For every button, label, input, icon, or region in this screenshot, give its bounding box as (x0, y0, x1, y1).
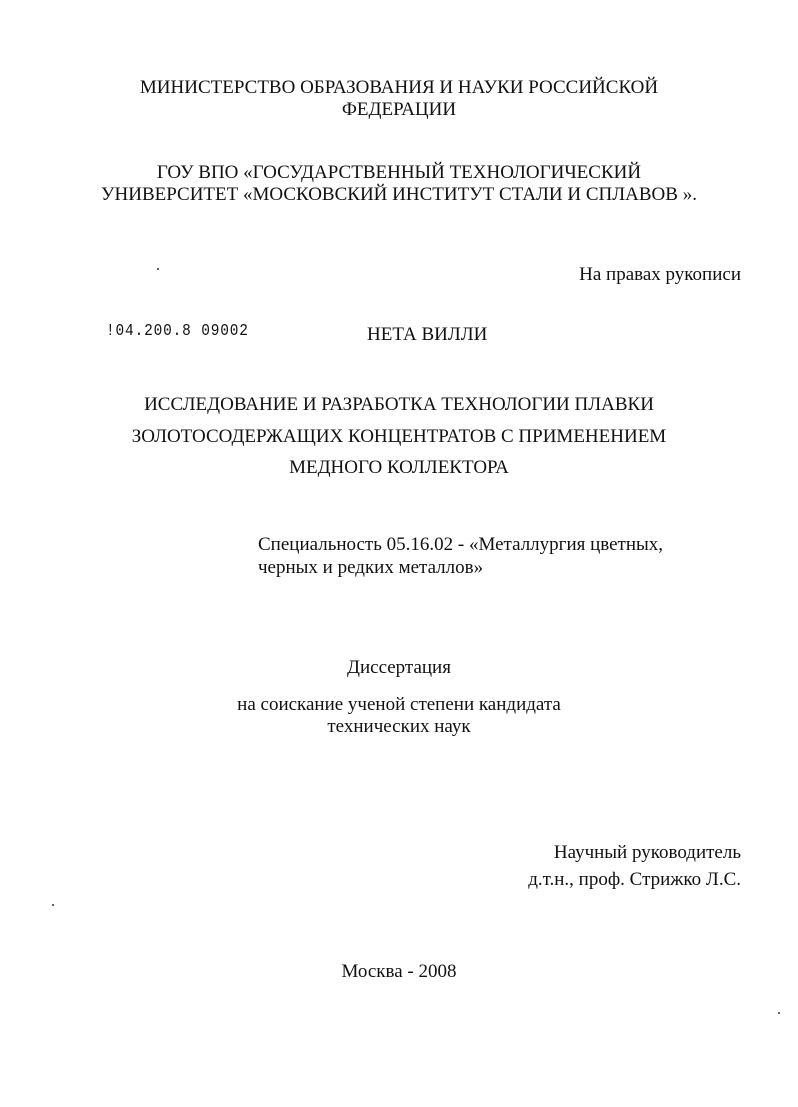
university-line-2: УНИВЕРСИТЕТ «МОСКОВСКИЙ ИНСТИТУТ СТАЛИ И СПЛАВОВ ». (101, 184, 697, 205)
specialty-line-1: Специальность 05.16.02 - «Металлургия цветных, (258, 534, 664, 555)
city-year: Москва - 2008 (341, 961, 457, 982)
scan-speck (778, 1012, 780, 1014)
registration-stamp: !04.200.8 09002 (106, 322, 249, 341)
supervisor-name: д.т.н., проф. Стрижко Л.С. (528, 869, 741, 890)
document-type: Диссертация (347, 657, 451, 678)
title-line-2: ЗОЛОТОСОДЕРЖАЩИХ КОНЦЕНТРАТОВ С ПРИМЕНЕНИЕМ (131, 426, 667, 447)
scan-speck (52, 904, 54, 906)
scan-speck (157, 268, 159, 270)
manuscript-note: На правах рукописи (579, 264, 741, 285)
university-line-1: ГОУ ВПО «ГОСУДАРСТВЕННЫЙ ТЕХНОЛОГИЧЕСКИЙ (156, 162, 642, 183)
supervisor-label: Научный руководитель (553, 842, 741, 863)
degree-line-1: на соискание ученой степени кандидата (237, 694, 561, 715)
ministry-line-2: ФЕДЕРАЦИИ (341, 99, 457, 120)
ministry-line-1: МИНИСТЕРСТВО ОБРАЗОВАНИЯ И НАУКИ РОССИЙСКОЙ (139, 77, 659, 98)
title-line-3: МЕДНОГО КОЛЛЕКТОРА (289, 457, 509, 478)
title-line-1: ИССЛЕДОВАНИЕ И РАЗРАБОТКА ТЕХНОЛОГИИ ПЛАВКИ (144, 394, 654, 415)
degree-line-2: технических наук (327, 716, 471, 737)
author-name: НЕТА ВИЛЛИ (367, 324, 488, 345)
specialty-line-2: черных и редких металлов» (258, 557, 484, 578)
